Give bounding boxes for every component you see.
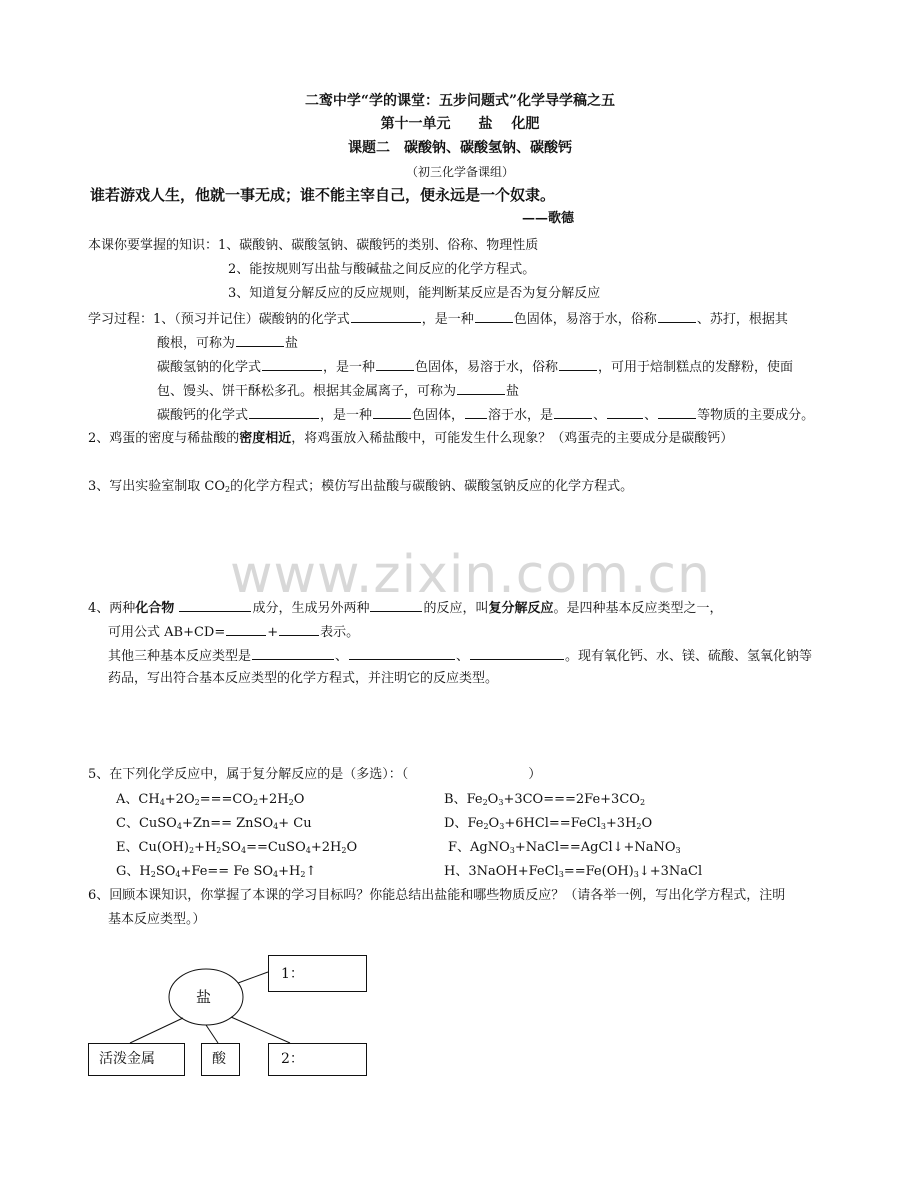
answer-box-label: 1： (281, 966, 304, 982)
text-segment: 化合物 (135, 601, 175, 616)
connector-line (231, 1017, 290, 1043)
text-segment: 。现有氧化钙、水、镁、硫酸、氢氧化钠等 (565, 649, 813, 664)
acid-box (201, 1043, 240, 1076)
objective-1: 本课你要掌握的知识：1、碳酸钠、碳酸氢钠、碳酸钙的类别、俗称、物理性质 (88, 238, 539, 253)
option-label: C、 (116, 816, 139, 831)
acid-label: 酸 (212, 1051, 226, 1067)
option-e[interactable]: E、$Cu(OH)_2+H_2SO_4==CuSO_4+2H_2O$ (116, 840, 358, 855)
text-segment: 5、在下列化学反应中，属于复分解反应的是（多选）：（ (88, 767, 409, 782)
objective-3: 3、知道复分解反应的反应规则，能判断某反应是否为复分解反应 (228, 286, 601, 301)
text-segment: ） (528, 767, 542, 782)
option-b[interactable]: B、$Fe_2O_3+3CO===2Fe+3CO_2$ (444, 792, 646, 807)
answer-box-1[interactable] (268, 955, 367, 992)
option-d[interactable]: D、$Fe_2O_3+6HCl==FeCl_3+3H_2O$ (444, 816, 653, 831)
text-segment: 碳酸氢钠的化学式 (157, 360, 262, 375)
text-segment: 盐 (506, 384, 520, 399)
text-segment: 包、馒头、饼干酥松多孔。根据其金属离子，可称为 (157, 384, 457, 399)
option-a[interactable]: A、$CH_4+2O_2===CO_2+2H_2O$ (116, 792, 305, 807)
watermark: www.zixin.com.cn (230, 545, 711, 605)
answer-box-2[interactable] (268, 1043, 367, 1076)
active-metal-label: 活泼金属 (99, 1051, 155, 1067)
option-label: A、 (116, 792, 139, 807)
text-segment: 溶于水，是 (488, 408, 554, 423)
option-h[interactable]: H、$3NaOH+FeCl_3==Fe(OH)_3↓+3NaCl$ (444, 864, 703, 879)
text-segment: 色固体，易溶于水，俗称 (513, 312, 657, 327)
motto-quote: 谁若游戏人生，他就一事无成；谁不能主宰自己，便永远是一个奴隶。 (90, 186, 556, 204)
question-6: 6、回顾本课知识，你掌握了本课的学习目标吗？你能总结出盐能和哪些物质反应？（请各举一例，写出化学方程式，注明 (88, 888, 786, 903)
text-segment: 2、鸡蛋的密度与稀盐酸的 (88, 431, 240, 446)
text-segment: 色固体， (412, 408, 465, 423)
prep-group: （初三化学备课组） (405, 165, 514, 179)
option-g[interactable]: G、$H_2SO_4+Fe== Fe$ $SO_4+H_2↑$ (116, 864, 317, 879)
objective-2: 2、能按规则写出盐与酸碱盐之间反应的化学方程式。 (228, 262, 536, 277)
text-segment: 色固体，易溶于水，俗称 (415, 360, 559, 375)
document-title: 二鸾中学“学的课堂：五步问题式”化学导学稿之五 (304, 93, 616, 109)
text-segment: 学习过程：1、（预习并记住）碳酸钠的化学式 (88, 312, 350, 327)
text-segment: 表示。 (320, 625, 360, 640)
option-label: D、 (444, 816, 468, 831)
option-label: H、 (444, 864, 469, 879)
text-segment: 药品，写出符合基本反应类型的化学方程式，并注明它的反应类型。 (108, 671, 499, 686)
text-segment: 3、写出实验室制取 CO (88, 479, 226, 494)
text-segment: ，是一种 (323, 360, 376, 375)
option-label: G、 (116, 864, 140, 879)
connector-line (238, 972, 268, 983)
question-6-line-2: 基本反应类型。） (108, 912, 206, 927)
connector-line (206, 1025, 218, 1043)
text-segment: 密度相近 (239, 431, 292, 446)
connector-line (130, 1018, 183, 1043)
motto-author: ——歌德 (522, 211, 575, 226)
option-label: F、 (448, 840, 471, 855)
text-segment: 其他三种基本反应类型是 (108, 649, 252, 664)
answer-box-label: 2： (281, 1051, 304, 1067)
text-segment: + (267, 625, 279, 640)
text-segment: 酸根，可称为 (157, 336, 236, 351)
active-metal-box (88, 1043, 185, 1076)
text-segment: 4、两种 (88, 601, 136, 616)
option-label: B、 (444, 792, 467, 807)
text-segment: 可用公式 AB+CD= (108, 625, 226, 640)
text-segment: 成分，生成另外两种 (252, 601, 370, 616)
text-segment: 、 (593, 408, 607, 423)
text-segment: 的化学方程式；模仿写出盐酸与碳酸钠、碳酸氢钠反应的化学方程式。 (230, 479, 634, 494)
text-segment: ，将鸡蛋放入稀盐酸中，可能发生什么现象？（鸡蛋壳的主要成分是碳酸钙） (291, 431, 734, 446)
text-segment: 。是四种基本反应类型之一， (553, 601, 723, 616)
option-label: E、 (116, 840, 139, 855)
text-segment: 、 (644, 408, 658, 423)
option-c[interactable]: C、CuSO$_4$+Zn== ZnSO$_4$+ Cu (116, 816, 312, 831)
text-segment: 、 (335, 649, 349, 664)
text-segment: 、苏打，根据其 (696, 312, 788, 327)
text-segment: ，是一种 (421, 312, 474, 327)
text-segment: 、 (456, 649, 470, 664)
unit-title: 第十一单元 盐 化肥 (380, 116, 540, 132)
subscript: 2 (225, 485, 231, 494)
lesson-title: 课题二 碳酸钠、碳酸氢钠、碳酸钙 (348, 140, 572, 156)
text-segment: ，可用于焙制糕点的发酵粉，使面 (598, 360, 794, 375)
text-segment: ，是一种 (320, 408, 373, 423)
text-segment: 的反应，叫 (423, 601, 489, 616)
salt-node-label: 盐 (196, 988, 212, 1006)
text-segment: 碳酸钙的化学式 (157, 408, 249, 423)
text-segment: 复分解反应 (488, 601, 554, 616)
option-f[interactable]: F、AgNO$_3$+NaCl==AgCl↓+NaNO$_3$ (448, 840, 681, 855)
text-segment: 盐 (285, 336, 299, 351)
text-segment: 等物质的主要成分。 (697, 408, 815, 423)
